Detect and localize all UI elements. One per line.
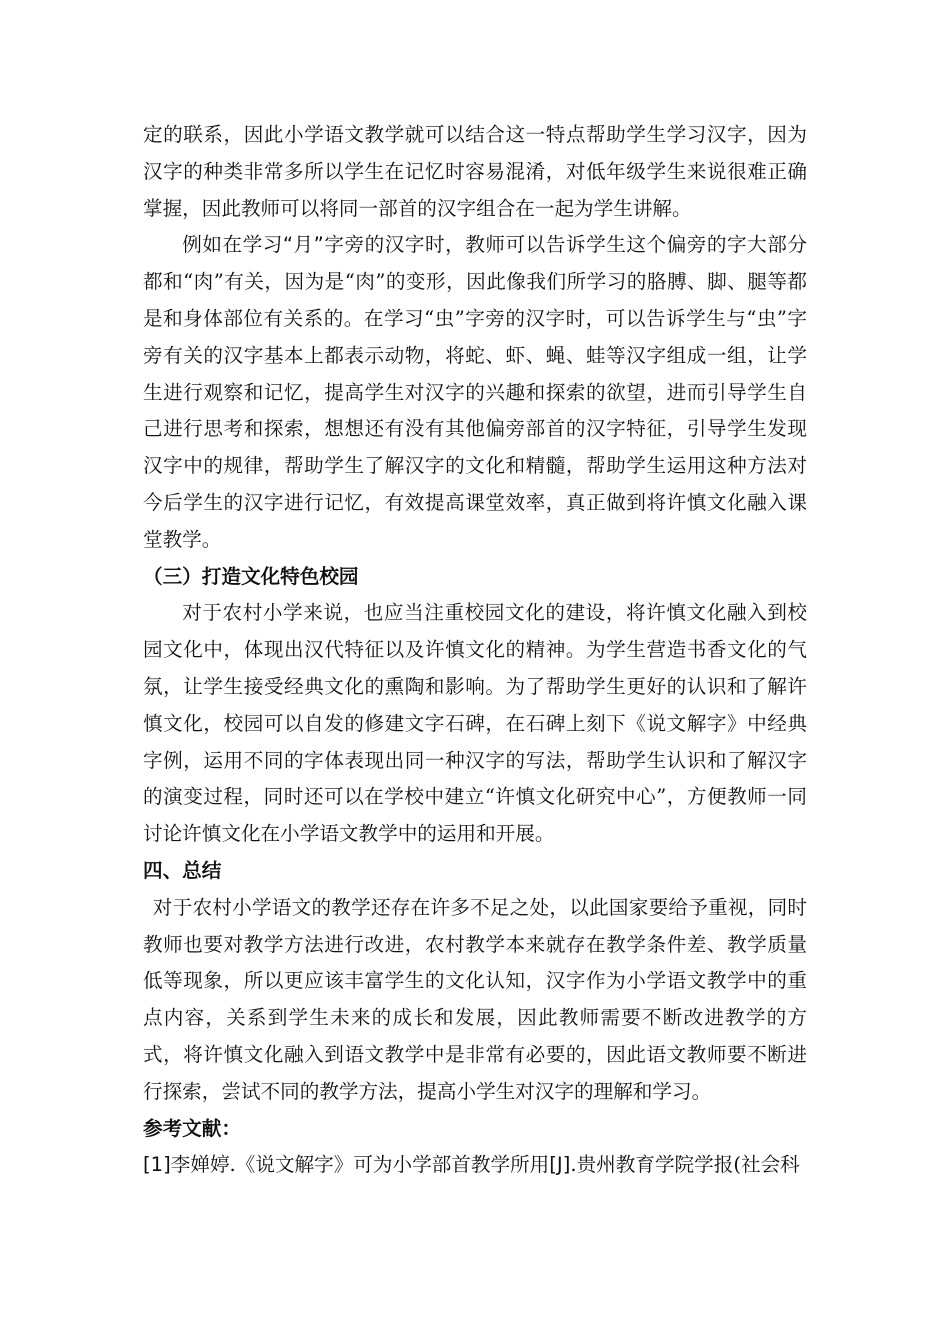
reference-number: [1]: [143, 1153, 171, 1177]
text-segment: 旁有关的汉字基本上都表示动物，将蛇、虾、蝇、蛙等汉字组成一组，让学生进行观察和记忆，提高学生对汉字的兴趣和探索的欲望，进而引导学生自己进行思考和探索，想想还有没有其他偏旁部首的汉字特征，引导学生发现汉字中的规律，帮助学生了解汉字的文化和精髓，帮助学生运用这种方法对今后学生的汉字进行记忆，有效提高课堂效率，真正做到将许慎文化融入课堂教学。: [143, 343, 807, 551]
paragraph-summary: 对于农村小学语文的教学还存在许多不足之处，以此国家要给予重视，同时教师也要对教学方法进行改进，农村教学本来就存在教学条件差、教学质量低等现象，所以更应该丰富学生的文化认知，汉字作为小学语文教学中的重点内容，关系到学生未来的成长和发展，因此教师需要不断改进教学的方式，将许慎文化融入到语文教学中是非常有必要的，因此语文教师要不断进行探索，尝试不同的教学方法，提高小学生对汉字的理解和学习。: [143, 895, 807, 1103]
section-heading-campus-culture: （三）打造文化特色校园: [143, 564, 359, 588]
text-segment: 例如在学习“月”字旁的汉字时，教师可以告诉学生这个偏旁的字大部分都和: [143, 233, 807, 294]
reference-item: [143, 1147, 807, 1184]
text-segment: “许慎文化研究中心”，方便教师一同讨论许慎文化在小学语文教学中的运用和开展: [143, 785, 807, 846]
text-segment: “虫”字旁的汉字时，可以告诉学生与“虫”字: [424, 306, 808, 330]
text-segment: 对于农村小学来说，也应当注重校园文化的建设，将许慎文化融入到校园文化中，体现出汉代特征以及许慎文化的精神。为学生营造书香文化的气氛，让学生接受经典文化的熏陶和影响。为了帮助学生更好的认识和了解许慎文化，校园可以自发的修建文字石碑，在石碑上刻下《说文解字》中经典字例，运用不同的字体表现出同一种汉字的写法，帮助学生认识和了解汉字的演变过程，同时还可以在学校中建立: [143, 601, 807, 809]
references-heading: 参考文献：: [143, 1116, 241, 1140]
reference-source: .贵州教育学院学报(社会科: [570, 1153, 800, 1177]
section-heading-summary: 四、总结: [143, 858, 222, 882]
paragraph-campus-culture: [143, 595, 807, 853]
document-body: [143, 117, 807, 1184]
reference-type-tag: [J]: [549, 1153, 571, 1177]
text-segment: 。: [534, 822, 555, 846]
text-segment: 的变形，因此像我们所学习的胳膊、脚、腿等都是和身体部位有关系的。在学习: [143, 270, 808, 330]
text-segment: “肉”有关，因为是“肉”: [183, 270, 386, 294]
paragraph-radical-examples: [143, 227, 807, 558]
paragraph-continuation: 定的联系，因此小学语文教学就可以结合这一特点帮助学生学习汉字，因为汉字的种类非常多所以学生在记忆时容易混淆，对低年级学生来说很难正确掌握，因此教师可以将同一部首的汉字组合在一起为学生讲解。: [143, 123, 807, 220]
reference-text: 李婵婷.《说文解字》可为小学部首教学所用: [170, 1153, 550, 1177]
